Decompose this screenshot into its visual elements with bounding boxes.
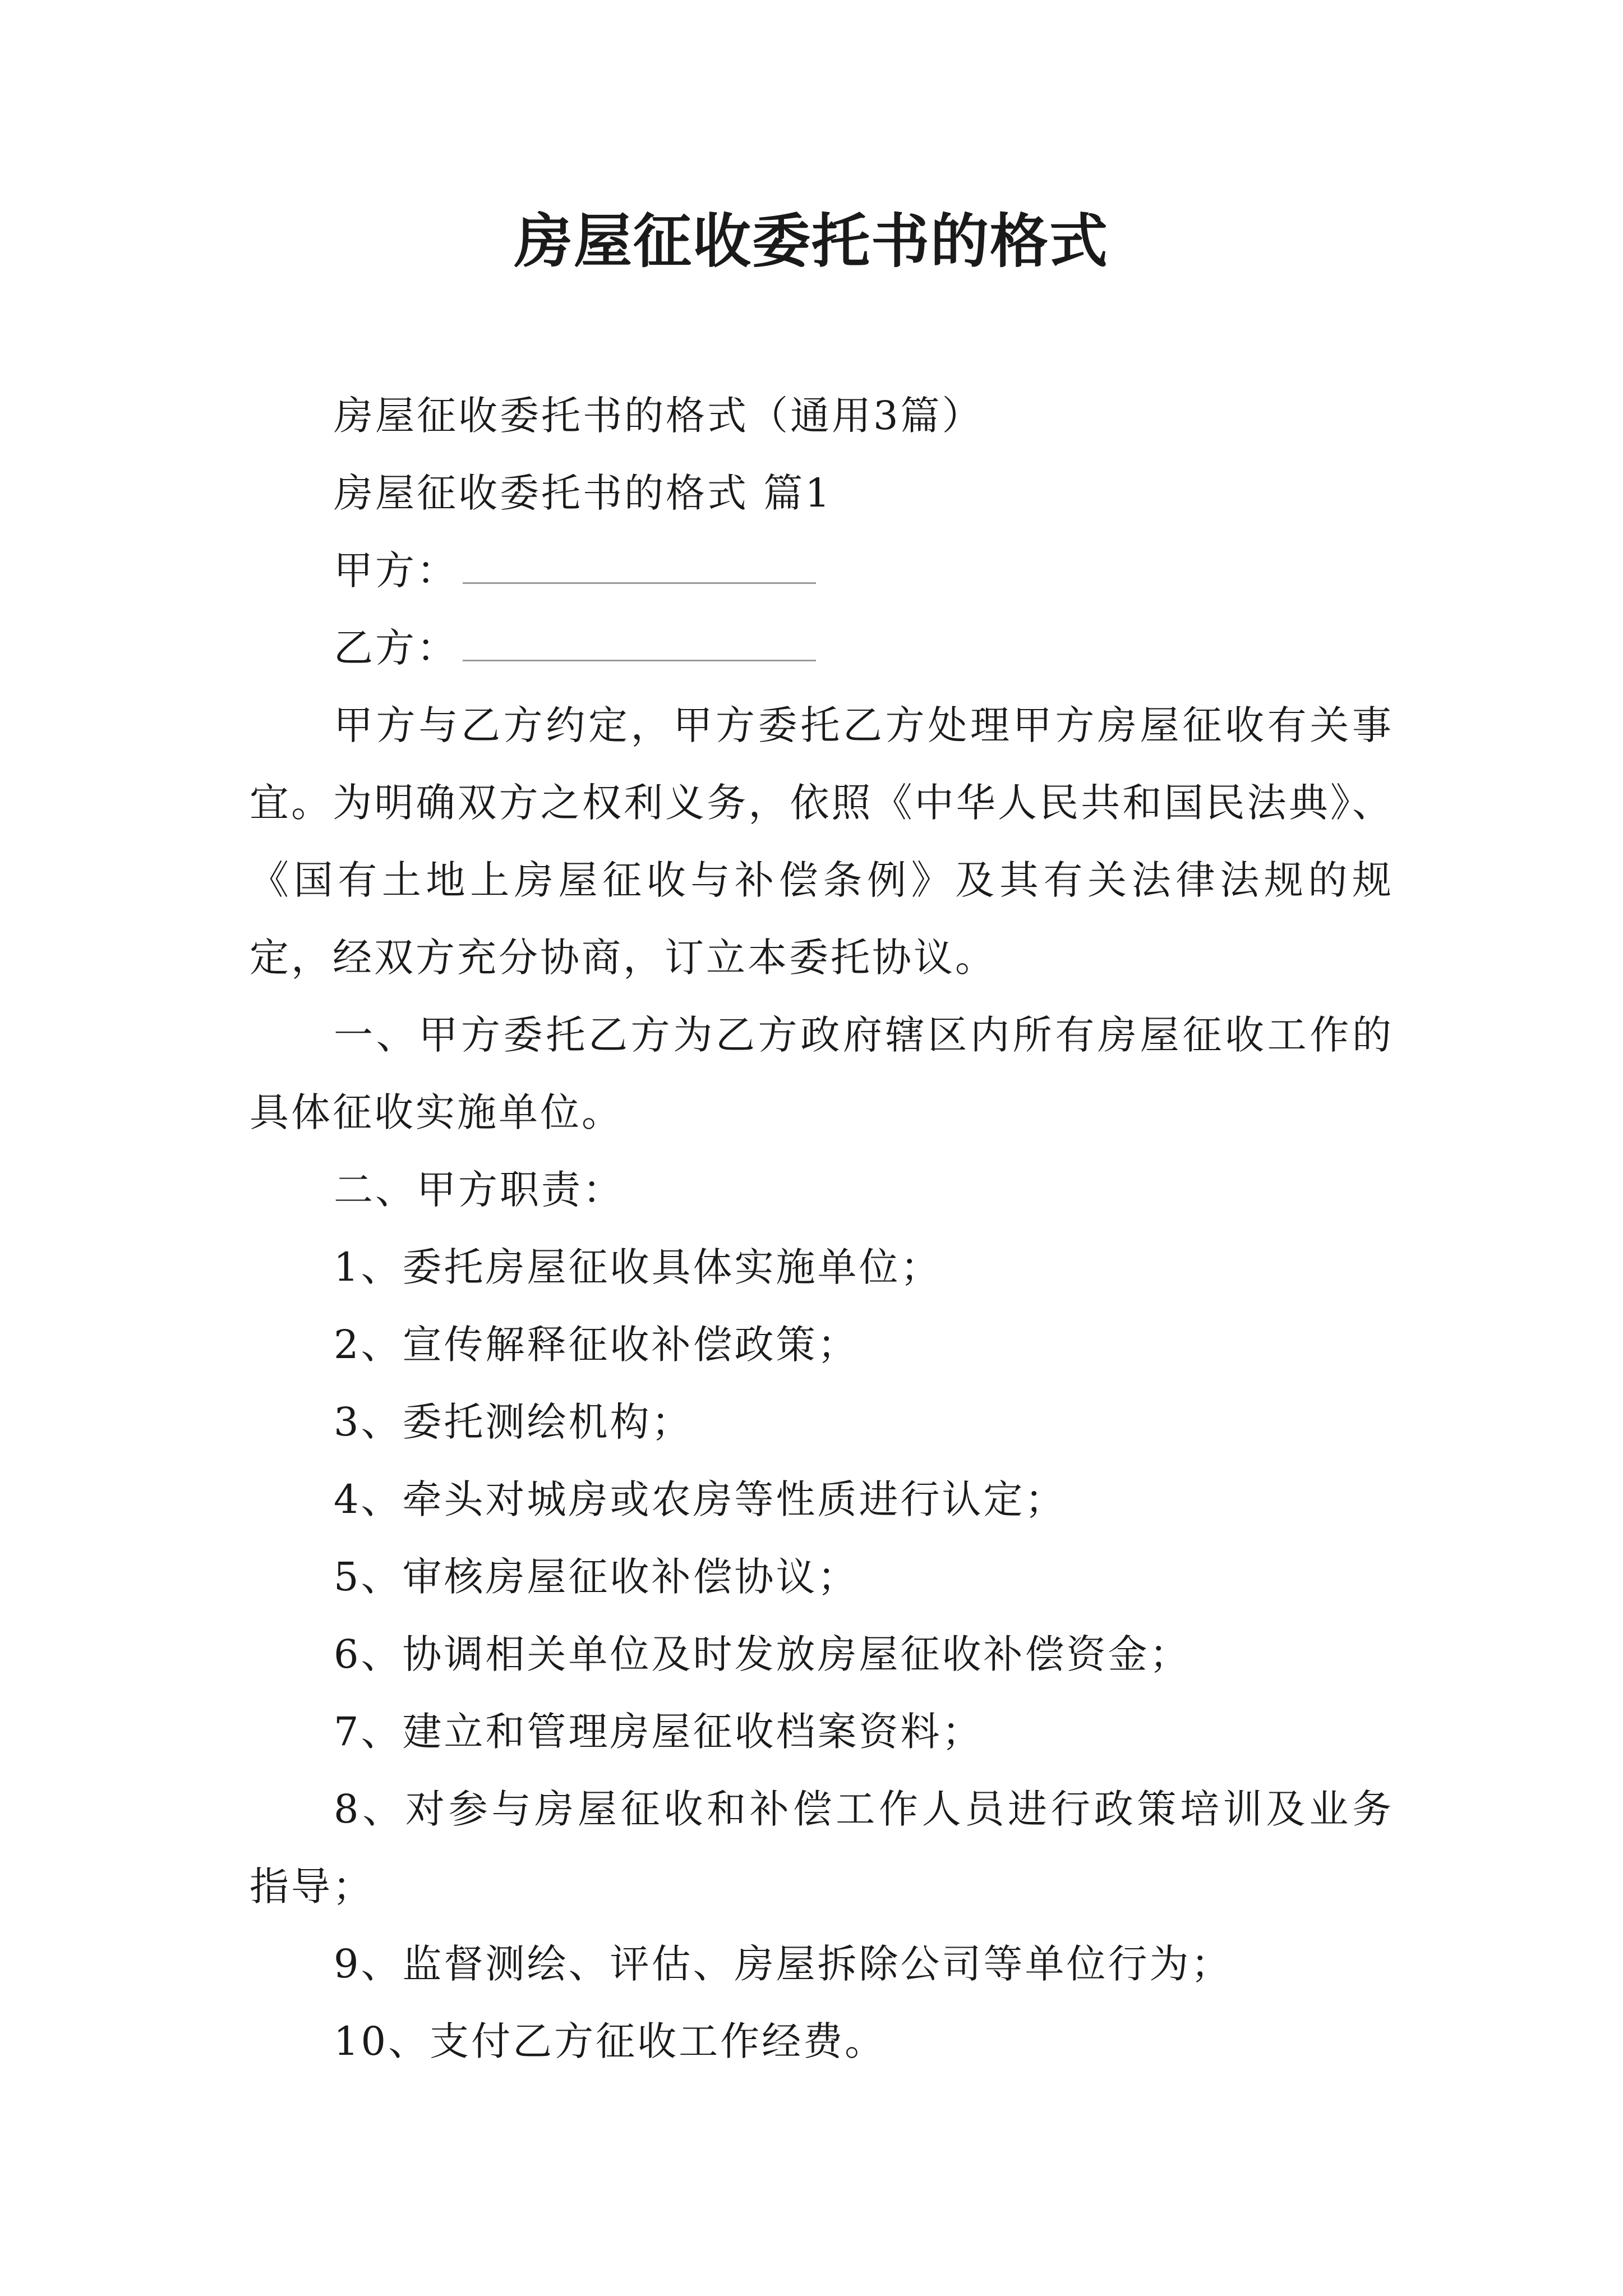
party-b-line <box>250 609 1394 687</box>
duty-item: 7、建立和管理房屋征收档案资料； <box>334 1709 984 1755</box>
duty-item: 5、审核房屋征收补偿协议； <box>334 1554 859 1600</box>
clause-1-paragraph: 一、甲方委托乙方为乙方政府辖区内所有房屋征收工作的具体征收实施单位。 <box>250 1012 1394 1135</box>
section-heading: 房屋征收委托书的格式 篇1 <box>334 470 832 516</box>
intro-paragraph: 甲方与乙方约定，甲方委托乙方处理甲方房屋征收有关事宜。为明确双方之权利义务，依照《中华人民共和国民法典》、《国有土地上房屋征收与补偿条例》及其有关法律法规的规定，经双方充分协商，订立本委托协议。 <box>250 702 1394 981</box>
clause-2-heading: 二、甲方职责： <box>334 1167 624 1213</box>
party-a-label: 甲方： <box>334 547 458 593</box>
document-body <box>250 377 1394 2080</box>
document-subtitle: 房屋征收委托书的格式（通用3篇） <box>334 393 984 439</box>
party-a-blank-field[interactable] <box>463 543 816 584</box>
duty-item: 1、委托房屋征收具体实施单位； <box>334 1244 942 1290</box>
duty-item: 3、委托测绘机构； <box>334 1399 693 1445</box>
party-b-blank-field[interactable] <box>463 620 816 661</box>
duty-item: 2、宣传解释征收补偿政策； <box>334 1322 859 1368</box>
party-a-line <box>250 532 1394 609</box>
duty-item: 10、支付乙方征收工作经费。 <box>334 2018 887 2064</box>
duty-item: 4、牵头对城房或农房等性质进行认定； <box>334 1476 1067 1522</box>
duty-item: 6、协调相关单位及时发放房屋征收补偿资金； <box>334 1631 1191 1677</box>
document-title: 房屋征收委托书的格式 <box>514 206 1109 275</box>
party-b-label: 乙方： <box>334 625 458 671</box>
duty-item: 9、监督测绘、评估、房屋拆除公司等单位行为； <box>334 1941 1233 1987</box>
duty-item: 8、对参与房屋征收和补偿工作人员进行政策培训及业务指导； <box>250 1786 1394 1910</box>
